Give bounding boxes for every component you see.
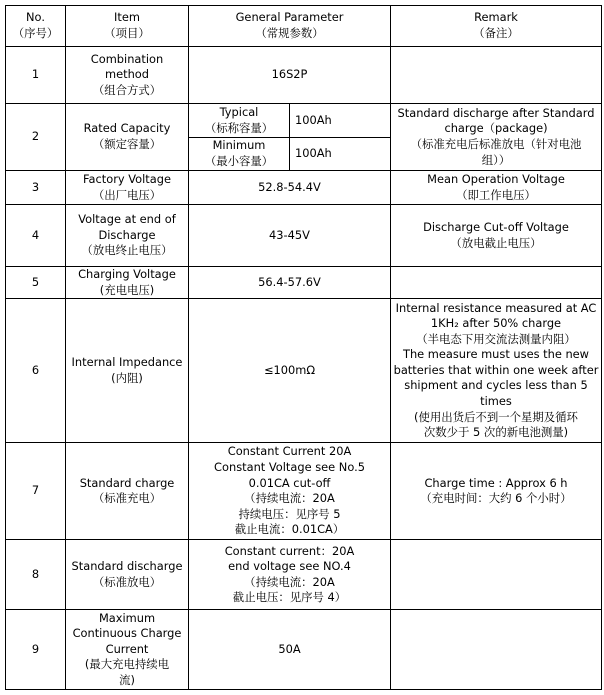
row-remark [391, 540, 602, 610]
table-row [6, 104, 602, 138]
row-remark: Internal resistance measured at AC 1KH₂ after 50% charge （半电态下用交流法测量内阻） The measure must uses the new batteries that within one week after shipment and cycles less than 5 times (使用出货后不到一个星期及循环 次数少于 5 次的新电池测量) [391, 299, 602, 443]
row-no: 8 [6, 540, 66, 610]
row-parameter: 16S2P [189, 47, 391, 104]
row-item: Maximum Continuous Charge Current (最大充电持续电 流) [66, 610, 189, 690]
table-row [6, 443, 602, 540]
row-no: 1 [6, 47, 66, 104]
row-remark: Mean Operation Voltage （即工作电压） [391, 171, 602, 205]
row-no: 3 [6, 171, 66, 205]
row-parameter: 52.8-54.4V [189, 171, 391, 205]
row-remark [391, 610, 602, 690]
table-row [6, 540, 602, 610]
row-item: Rated Capacity （额定容量） [66, 104, 189, 171]
row-no: 5 [6, 267, 66, 299]
table-row [6, 267, 602, 299]
row-parameter: Constant current：20A end voltage see NO.4 （持续电流：20A 截止电压：见序号 4） [189, 540, 391, 610]
typical-capacity-value: 100Ah [290, 104, 391, 138]
row-remark [391, 47, 602, 104]
row-item: Voltage at end of Discharge （放电终止电压） [66, 205, 189, 267]
row-item: Combination method （组合方式） [66, 47, 189, 104]
row-item: Internal Impedance (内阻) [66, 299, 189, 443]
row-item: Factory Voltage （出厂电压） [66, 171, 189, 205]
table-row [6, 205, 602, 267]
row-item: Standard charge （标准充电） [66, 443, 189, 540]
row-no: 7 [6, 443, 66, 540]
row-item: Standard discharge （标准放电） [66, 540, 189, 610]
header-general-parameter: General Parameter （常规参数） [189, 6, 391, 47]
row-parameter: 43-45V [189, 205, 391, 267]
header-no: No. （序号） [6, 6, 66, 47]
row-parameter: 50A [189, 610, 391, 690]
minimum-capacity-label: Minimum （最小容量） [189, 138, 290, 171]
row-remark: Charge time : Approx 6 h （充电时间：大约 6 个小时） [391, 443, 602, 540]
row-remark: Discharge Cut-off Voltage （放电截止电压） [391, 205, 602, 267]
row-parameter: 56.4-57.6V [189, 267, 391, 299]
table-row [6, 299, 602, 443]
table-row [6, 610, 602, 690]
header-remark: Remark （备注） [391, 6, 602, 47]
row-item: Charging Voltage (充电电压) [66, 267, 189, 299]
row-parameter: Constant Current 20A Constant Voltage see No.5 0.01CA cut-off （持续电流：20A 持续电压：见序号 5 截止电流：0.01CA） [189, 443, 391, 540]
header-item: Item （项目） [66, 6, 189, 47]
row-remark: Standard discharge after Standard charge（package) （标准充电后标准放电（针对电池 组）） [391, 104, 602, 171]
table-row [6, 47, 602, 104]
typical-capacity-label: Typical （标称容量） [189, 104, 290, 138]
row-no: 9 [6, 610, 66, 690]
row-no: 2 [6, 104, 66, 171]
row-no: 4 [6, 205, 66, 267]
row-remark [391, 267, 602, 299]
row-parameter: ≤100mΩ [189, 299, 391, 443]
table-row [6, 171, 602, 205]
row-no: 6 [6, 299, 66, 443]
header-row [6, 6, 602, 47]
minimum-capacity-value: 100Ah [290, 138, 391, 171]
battery-spec-table [5, 5, 602, 690]
